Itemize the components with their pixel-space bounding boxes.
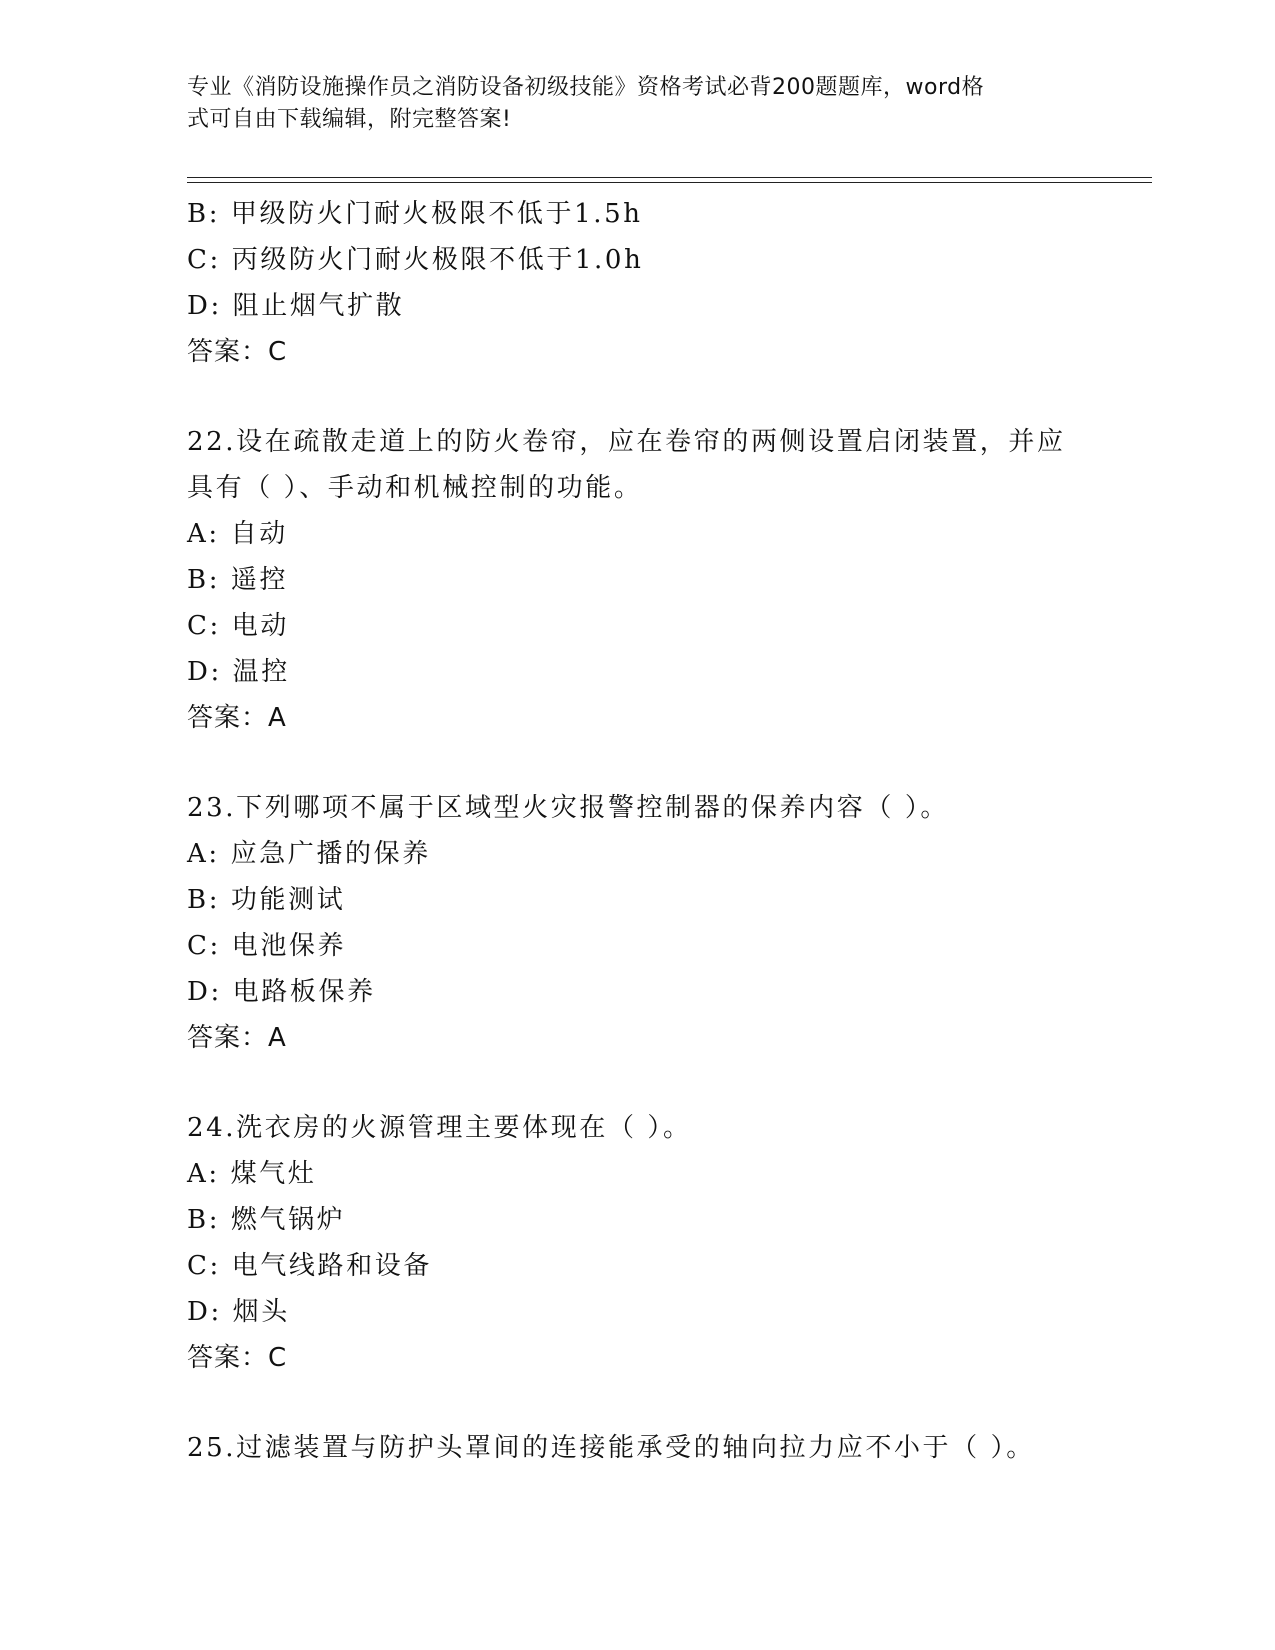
question-block-21 xyxy=(187,191,1152,375)
question-line: 具有（ ）、手动和机械控制的功能。 xyxy=(187,473,643,503)
spacer xyxy=(187,741,1152,785)
question-line: 25.过滤装置与防护头罩间的连接能承受的轴向拉力应不小于（ ）。 xyxy=(187,1433,1035,1463)
question-line: 22.设在疏散走道上的防火卷帘，应在卷帘的两侧设置启闭装置，并应 xyxy=(187,427,1066,457)
spacer xyxy=(187,375,1152,419)
header-divider-top xyxy=(187,177,1152,178)
option-a: A: 应急广播的保养 xyxy=(187,839,431,869)
option-d: D: 阻止烟气扩散 xyxy=(187,291,405,321)
question-line: 24.洗衣房的火源管理主要体现在（ ）。 xyxy=(187,1113,692,1143)
answer-line: 答案：C xyxy=(187,1343,288,1373)
question-block-24 xyxy=(187,1105,1152,1381)
header-line-2: 式可自由下载编辑，附完整答案! xyxy=(187,107,512,132)
option-b: B: 燃气锅炉 xyxy=(187,1205,346,1235)
option-d: D: 电路板保养 xyxy=(187,977,376,1007)
option-b: B: 遥控 xyxy=(187,565,289,595)
question-list xyxy=(187,191,1152,1471)
question-block-23 xyxy=(187,785,1152,1061)
option-c: C: 电动 xyxy=(187,611,289,641)
question-text xyxy=(187,1105,1152,1151)
answer-line: 答案：A xyxy=(187,703,287,733)
option-d: D: 烟头 xyxy=(187,1297,290,1327)
spacer xyxy=(187,1381,1152,1425)
question-text xyxy=(187,785,1152,831)
answer-line: 答案：A xyxy=(187,1023,287,1053)
header-line-1: 专业《消防设施操作员之消防设备初级技能》资格考试必背200题题库，word格 xyxy=(187,75,985,100)
option-a: A: 煤气灶 xyxy=(187,1159,317,1189)
option-a: A: 自动 xyxy=(187,519,288,549)
answer-line: 答案：C xyxy=(187,337,288,367)
header-divider-bottom xyxy=(187,182,1152,183)
question-text xyxy=(187,419,1152,511)
question-block-22 xyxy=(187,419,1152,741)
option-c: C: 电气线路和设备 xyxy=(187,1251,432,1281)
question-text xyxy=(187,1425,1152,1471)
option-d: D: 温控 xyxy=(187,657,290,687)
spacer xyxy=(187,1061,1152,1105)
option-b: B: 甲级防火门耐火极限不低于1.5h xyxy=(187,199,643,229)
option-c: C: 电池保养 xyxy=(187,931,347,961)
document-header xyxy=(187,72,1067,136)
option-c: C: 丙级防火门耐火极限不低于1.0h xyxy=(187,245,644,275)
option-b: B: 功能测试 xyxy=(187,885,346,915)
question-line: 23.下列哪项不属于区域型火灾报警控制器的保养内容（ ）。 xyxy=(187,793,950,823)
question-block-25 xyxy=(187,1425,1152,1471)
